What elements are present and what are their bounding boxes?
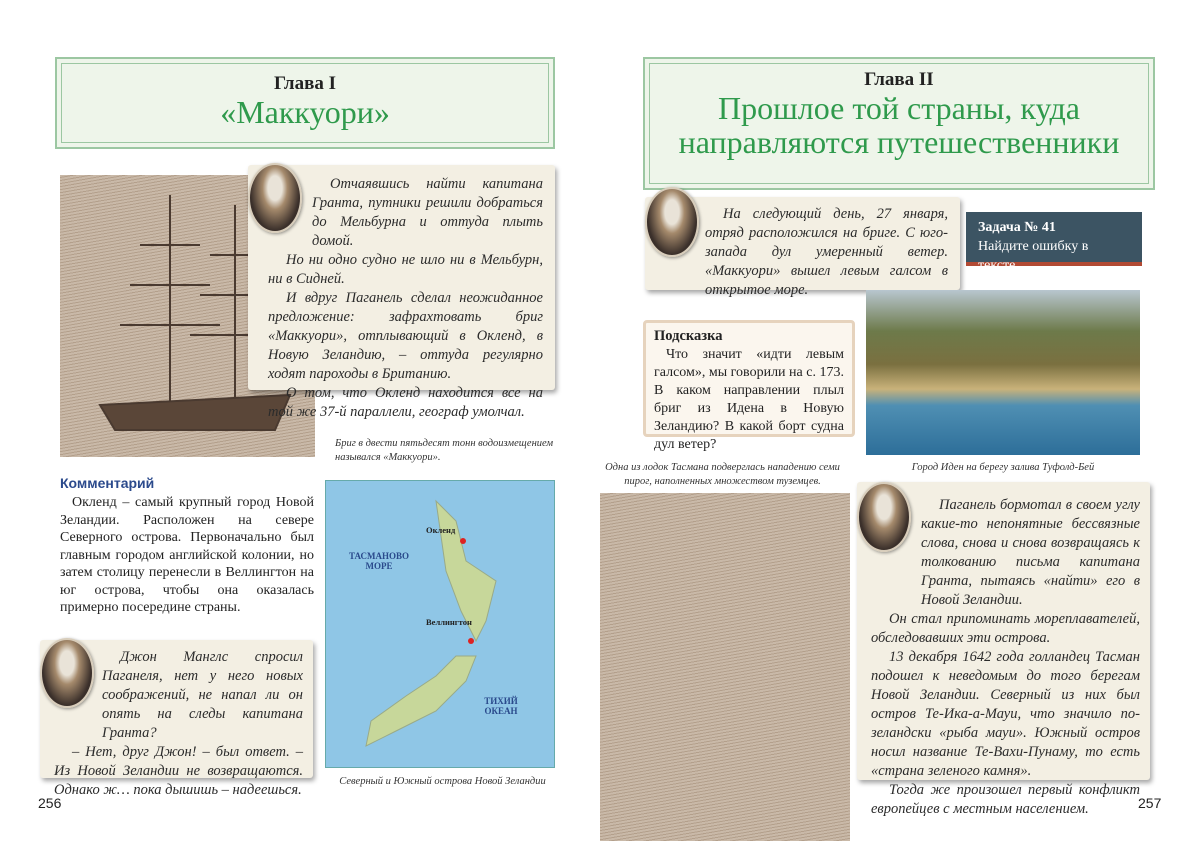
nz-map [325, 480, 555, 768]
quote-paragraph: – Нет, друг Джон! – был ответ. – Из Новой Зеландии не возвращаются. Однако ж… пока дышишь – надеешься. [54, 744, 303, 798]
hint-title: Подсказка [654, 328, 723, 344]
hint-box [643, 320, 855, 452]
task-text: Найдите ошибку в тексте. [978, 239, 1089, 273]
map-label-ocean: ТИХИЙ ОКЕАН [484, 696, 518, 716]
quote-paragraph: 13 декабря 1642 года голландец Тасман подошел к неведомым до того берегам Новой Зеландии. Северный из них был остров Те-Ика-а-Мауи, что значило по-зеландски «рыба мауи». Южный остров носил название Те-Вахи-Пунаму, то есть «страна зеленого камня». [871, 649, 1140, 779]
quote-box-2 [40, 640, 313, 798]
quote-box-3 [645, 197, 960, 298]
quote-paragraph: Отчаявшись найти капитана Гранта, путники решили добраться до Мельбурна и оттуда плыть домой. [312, 176, 543, 249]
chapter-number: Глава II [864, 69, 934, 90]
quote-paragraph: Но ни одно судно не шло ни в Мельбурн, ни в Сидней. [268, 252, 543, 287]
chapter-title-line: Прошлое той страны, куда [718, 90, 1080, 126]
map-caption: Северный и Южный острова Новой Зеландии [339, 776, 546, 787]
author-portrait [40, 638, 94, 708]
eden-photo [866, 290, 1140, 455]
chapter-title: «Маккуори» [220, 94, 390, 130]
chapter-title-line: направляются путешественники [678, 124, 1120, 160]
chapter-header-2 [643, 57, 1155, 190]
photo-caption: Город Иден на берегу залива Туфолд-Бей [911, 462, 1095, 473]
quote-paragraph: На следующий день, 27 января, отряд расположился на бриге. С юго-запада дул умеренный ветер. «Маккуори» вышел левым галсом в открытое море. [705, 206, 948, 298]
quote-paragraph: И вдруг Паганель сделал неожиданное предложение: зафрахтовать бриг «Маккуори», отплывающий в Окленд, в Новую Зеландию, – оттуда регулярно ходят пароходы в Британию. [268, 290, 543, 382]
page-number: 257 [1138, 795, 1162, 811]
map-label-city: Окленд [426, 525, 456, 535]
chapter-number: Глава I [273, 73, 336, 94]
chapter-header-1 [55, 57, 555, 149]
quote-paragraph: Он стал припоминать мореплавателей, обследовавших эти острова. [871, 611, 1140, 646]
quote-box-1 [248, 165, 555, 420]
author-portrait [645, 187, 699, 257]
tasman-engraving [600, 493, 850, 841]
quote-paragraph: Паганель бормотал в своем углу какие-то непонятные бессвязные слова, снова и снова возвращаясь к толкованию письма капитана Гранта, пытаясь «найти» его в Новой Зеландии. [921, 497, 1140, 608]
quote-paragraph: Джон Манглс спросил Паганеля, нет у него новых соображений, не напал ли он опять на следы капитана Гранта? [102, 649, 303, 741]
map-label-sea: ТАСМАНОВО МОРЕ [348, 551, 410, 571]
hint-text: Что значит «идти левым галсом», мы говорили на с. 173. В каком направлении плыл бриг из Идена в Новую Зеландию? В какой борт судна дул ветер? [654, 347, 844, 452]
quote-paragraph: Тогда же произошел первый конфликт европейцев с местным населением. [871, 782, 1140, 817]
engraving-caption: Одна из лодок Тасмана подверглась нападению семи пирог, наполненных множеством туземцев. [605, 462, 840, 487]
ship-caption: Бриг в двести пятьдесят тонн водоизмещением назывался «Маккуори». [335, 438, 554, 463]
comment-text: Окленд – самый крупный город Новой Зеландии. Расположен на севере Северного острова. Первоначально был главным городом английской колонии, но затем столицу перенесли в Веллингтон на юг острова, чтобы она оказалась примерно посередине страны. [60, 495, 314, 615]
quote-paragraph: О том, что Окленд находится все на той же 37-й параллели, географ умолчал. [268, 385, 543, 420]
task-title: Задача № 41 [978, 220, 1056, 235]
author-portrait [248, 163, 302, 233]
map-label-city: Веллингтон [426, 617, 472, 627]
page-number: 256 [38, 795, 62, 811]
comment-heading: Комментарий [60, 475, 155, 491]
author-portrait [857, 482, 911, 552]
task-box [966, 212, 1142, 273]
